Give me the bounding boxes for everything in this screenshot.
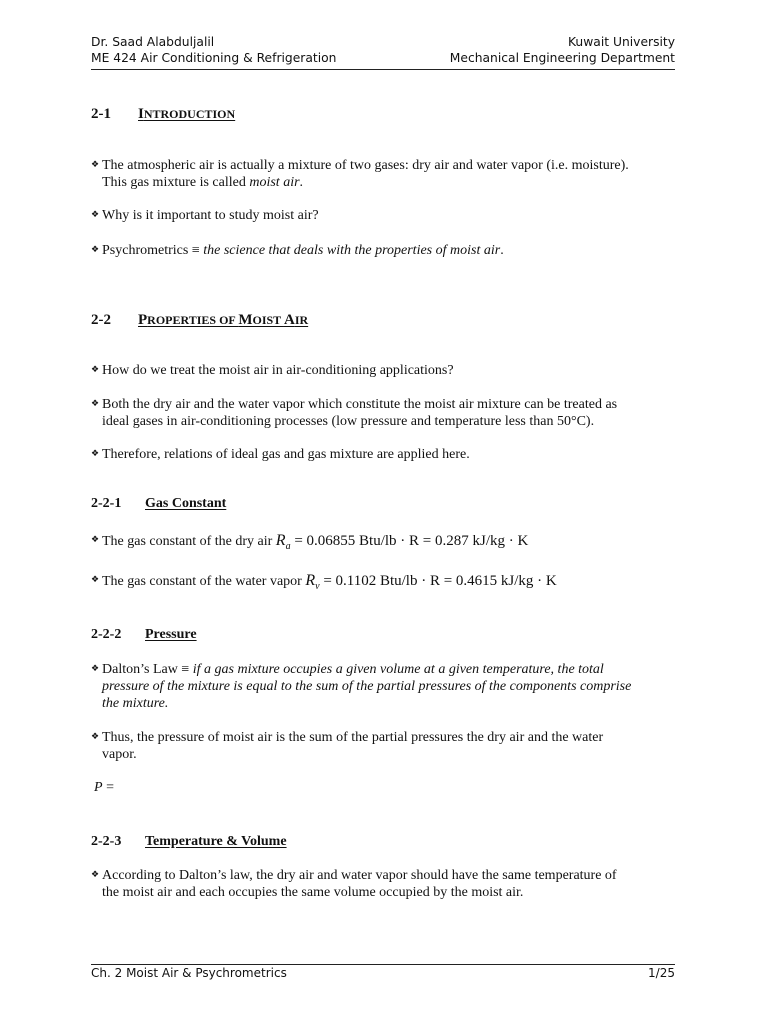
header-divider	[91, 69, 675, 70]
header-course: ME 424 Air Conditioning & Refrigeration	[91, 51, 337, 65]
eq-value: = 0.06855 Btu/lb · R = 0.287 kJ/kg · K	[290, 533, 529, 549]
eq-subscript: a	[285, 541, 291, 552]
bullet-continuation	[91, 678, 676, 695]
title-part: A	[283, 312, 295, 328]
header-university: Kuwait University	[567, 35, 675, 49]
subsection-number: 2-2-3	[91, 834, 122, 849]
bullet-text: Why is it important to study moist air?	[102, 208, 319, 223]
equation-rv	[305, 572, 557, 592]
header-author: Dr. Saad Alabduljalil	[91, 35, 215, 49]
section-title-initial: I	[138, 106, 144, 122]
bullet-continuation: ideal gases in air-conditioning processes (low pressure and temperature less than 50°C).	[102, 414, 595, 429]
definition-line: if a gas mixture occupies a given volume at a given temperature, the total	[192, 662, 604, 677]
eq-value: = 0.1102 Btu/lb · R = 0.4615 kJ/kg · K	[319, 573, 557, 589]
bullet-text	[91, 532, 676, 555]
bullet-icon: ❖	[91, 449, 100, 459]
section-heading-2-1	[91, 106, 235, 123]
bullet-text: According to Dalton’s law, the dry air and water vapor should have the same temperature of	[102, 868, 617, 883]
bullet-continuation	[91, 695, 676, 712]
bullet-icon: ❖	[91, 575, 100, 585]
bullet-icon: ❖	[91, 870, 100, 880]
subsection-heading-2-2-2	[91, 627, 197, 643]
bullet-text: Thus, the pressure of moist air is the sum of the partial pressures the dry air and the water	[102, 730, 604, 745]
bullet-label: The gas constant of the dry air	[102, 534, 276, 549]
bullet-text: The atmospheric air is actually a mixture of two gases: dry air and water vapor (i.e. moisture).	[102, 158, 629, 173]
bullet-psychrometrics	[91, 242, 676, 259]
bullet-text	[91, 661, 676, 678]
bullet-icon: ❖	[91, 365, 100, 375]
bullet-text: Both the dry air and the water vapor which constitute the moist air mixture can be treated as	[102, 397, 618, 412]
bullet-cont-text: This gas mixture is called	[102, 175, 250, 190]
definition-text: the science that deals with the properties of moist air	[203, 243, 501, 258]
footer-page-number: 1/25	[648, 966, 675, 980]
bullet-text	[91, 572, 676, 595]
eq-variable: R	[275, 532, 286, 549]
bullet-treat-moist-air	[91, 362, 676, 379]
bullet-text: Therefore, relations of ideal gas and gas mixture are applied here.	[102, 447, 470, 462]
section-number: 2-2	[91, 312, 111, 328]
title-part: OIST	[252, 313, 284, 327]
bullet-water-vapor-constant	[91, 572, 676, 595]
subsection-number: 2-2-2	[91, 627, 122, 642]
bullet-icon: ❖	[91, 664, 100, 674]
equiv-symbol: ≡	[177, 662, 193, 677]
bullet-relations	[91, 446, 676, 463]
subsection-title: Temperature & Volume	[145, 834, 287, 849]
subsection-heading-2-2-1	[91, 496, 226, 512]
bullet-icon: ❖	[91, 210, 100, 220]
footer-chapter: Ch. 2 Moist Air & Psychrometrics	[91, 966, 287, 980]
bullet-same-temperature	[91, 867, 676, 901]
bullet-icon: ❖	[91, 535, 100, 545]
header-department: Mechanical Engineering Department	[449, 51, 675, 65]
bullet-end: .	[500, 243, 504, 258]
term-daltons-law: Dalton’s Law	[102, 662, 178, 677]
footer-divider	[91, 964, 675, 965]
bullet-atmospheric-air	[91, 157, 676, 191]
eq-variable: P	[94, 780, 103, 795]
definition-line: the mixture.	[102, 696, 169, 711]
bullet-text: How do we treat the moist air in air-conditioning applications?	[102, 363, 454, 378]
term-psychrometrics: Psychrometrics	[102, 243, 189, 258]
term-moist-air: moist air	[249, 175, 300, 190]
page-header	[91, 34, 675, 66]
title-part: M	[238, 312, 253, 328]
subsection-title: Pressure	[145, 627, 197, 642]
section-number: 2-1	[91, 106, 111, 122]
bullet-dry-air-constant	[91, 532, 676, 555]
subsection-title: Gas Constant	[145, 496, 227, 511]
bullet-text	[91, 242, 676, 259]
eq-subscript: v	[315, 581, 320, 592]
page-footer	[91, 966, 675, 980]
bullet-continuation: vapor.	[102, 747, 137, 762]
bullet-icon: ❖	[91, 399, 100, 409]
equiv-symbol: ≡	[188, 243, 204, 258]
definition-line: pressure of the mixture is equal to the sum of the partial pressures of the components comprise	[102, 679, 632, 694]
bullet-label: The gas constant of the water vapor	[102, 574, 306, 589]
eq-sign: =	[102, 780, 114, 795]
bullet-icon: ❖	[91, 732, 100, 742]
subsection-heading-2-2-3	[91, 834, 287, 850]
bullet-end: .	[299, 175, 304, 190]
subsection-number: 2-2-1	[91, 496, 122, 511]
bullet-continuation	[91, 174, 676, 191]
bullet-moist-air-pressure	[91, 729, 676, 763]
equation-ra	[275, 532, 529, 552]
section-title-rest: NTRODUCTION	[143, 107, 236, 121]
section-heading-2-2	[91, 312, 308, 329]
eq-variable: R	[305, 572, 316, 589]
bullet-continuation: the moist air and each occupies the same volume occupied by the moist air.	[102, 885, 524, 900]
title-part: ROPERTIES OF	[147, 313, 239, 327]
bullet-why-study	[91, 207, 676, 224]
bullet-icon: ❖	[91, 160, 100, 170]
title-part: IR	[294, 313, 309, 327]
pressure-equation	[94, 780, 114, 796]
bullet-ideal-gases	[91, 396, 676, 430]
bullet-icon: ❖	[91, 245, 100, 255]
bullet-daltons-law	[91, 661, 676, 712]
title-part: P	[138, 312, 148, 328]
